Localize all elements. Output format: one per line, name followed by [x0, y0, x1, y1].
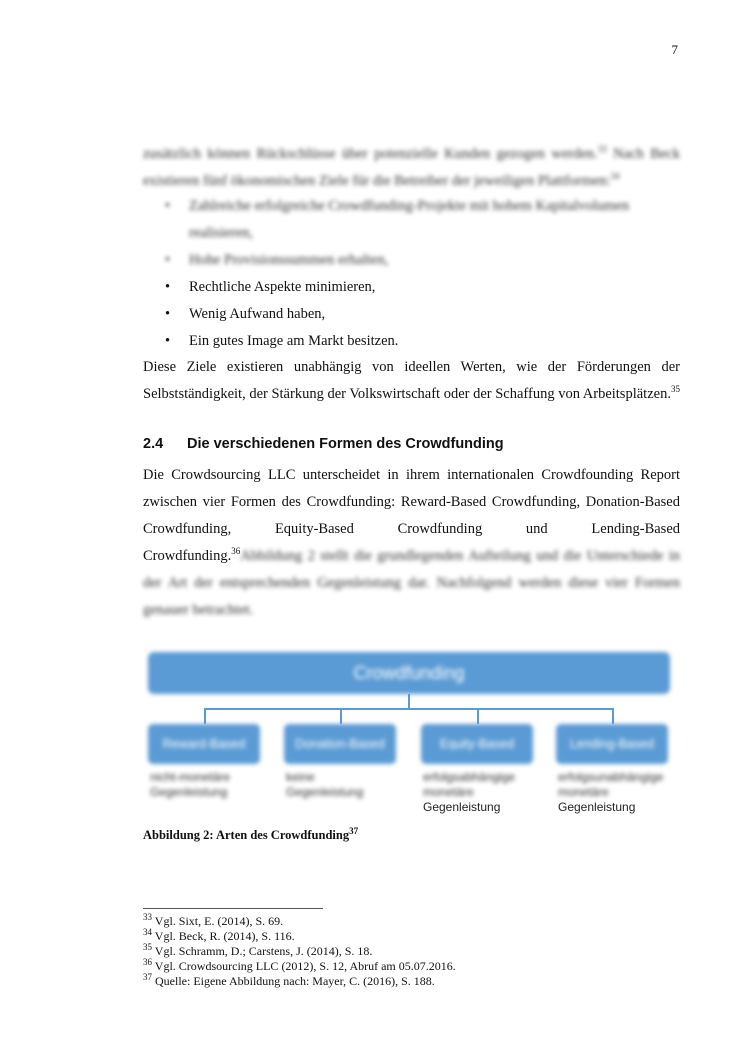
connector-line [340, 708, 342, 724]
footnote-divider [143, 908, 323, 909]
footnote: $^{36}$ Vgl. Crowdsourcing LLC (2012), S. 12, Abruf am 05.07.2016. [143, 957, 456, 973]
crowdfunding-diagram [148, 652, 670, 822]
goals-paragraph: Diese Ziele existieren unabhängig von ideellen Werten, wie der Förderungen der Selbstständigkeit, der Stärkung der Volkswirtschaft oder der Schaffung von Arbeitsplätzen.$^{35}$ [143, 359, 680, 402]
list-item: • Rechtliche Aspekte minimieren, [143, 274, 680, 301]
footnote: $^{37}$ Quelle: Eigene Abbildung nach: Mayer, C. (2016), S. 188. [143, 972, 435, 988]
list-item: • Wenig Aufwand haben, [143, 301, 680, 328]
list-item: • Ein gutes Image am Markt besitzen. [143, 328, 680, 355]
section-heading [143, 436, 504, 452]
list-item: • Hohe Provisionssummen erhalten, [143, 247, 680, 274]
goals-list [143, 193, 680, 355]
donation-based-desc: keine Gegenleistung [286, 770, 364, 799]
blurred-text: Abbildung 2 stellt die grundlegenden Aufteilung und die Unterschiede in der Art der entsprechenden Gegenleistung dar. Nachfolgend werden diese vier Formen genauer betrachtet. [143, 548, 680, 618]
connector-line [204, 708, 614, 710]
lending-based-desc: erfolgsunabhängige monetäre Gegenleistung [558, 770, 664, 814]
equity-based-box: Equity-Based [421, 724, 533, 764]
diagram-root-box: Crowdfunding [148, 652, 670, 694]
section-paragraph: Die Crowdsourcing LLC unterscheidet in ihrem internationalen Crowdfounding Report zwischen vier Formen des Crowdfunding: Reward-Based Crowdfunding, Donation-Based Crowdfunding, Equity-Based Crowdfunding und Lending-Based Crowdfunding.$^{36}$Abbildung 2 stellt die grundlegenden Aufteilung und die Unterschiede in der Art der entsprechenden Gegenleistung dar. Nachfolgend werden diese vier Formen genauer betrachtet. [143, 467, 680, 618]
section-title: Die verschiedenen Formen des Crowdfunding [187, 436, 504, 452]
figure-caption: Abbildung 2: Arten des Crowdfunding$^{37}$ [143, 825, 359, 842]
connector-line [612, 708, 614, 724]
connector-line [204, 708, 206, 724]
lending-based-box: Lending-Based [556, 724, 668, 764]
donation-based-box: Donation-Based [284, 724, 396, 764]
intro-paragraph: zusätzlich können Rückschlüsse über potenzielle Kunden gezogen werden.$^{33}$ Nach Beck existieren fünf ökonomischen Ziele für die Betreiber der jeweiligen Plattformen:$^{34}$ [143, 144, 680, 189]
footnotes [143, 914, 456, 989]
list-item: • Zahlreiche erfolgreiche Crowdfunding-Projekte mit hohem Kapitalvolumen realisieren, [143, 193, 680, 247]
footnote: $^{35}$ Vgl. Schramm, D.; Carstens, J. (2014), S. 18. [143, 942, 373, 958]
section-number: 2.4 [143, 436, 164, 452]
reward-based-box: Reward-Based [148, 724, 260, 764]
connector-line [477, 708, 479, 724]
connector-line [408, 694, 410, 708]
equity-based-desc: erfolgsabhängige monetäre Gegenleistung [423, 770, 516, 814]
footnote: $^{34}$ Vgl. Beck, R. (2014), S. 116. [143, 927, 295, 943]
reward-based-desc: nicht-monetäre Gegenleistung [150, 770, 231, 799]
footnote: $^{33}$ Vgl. Sixt, E. (2014), S. 69. [143, 912, 284, 928]
page-number: 7 [671, 42, 678, 57]
